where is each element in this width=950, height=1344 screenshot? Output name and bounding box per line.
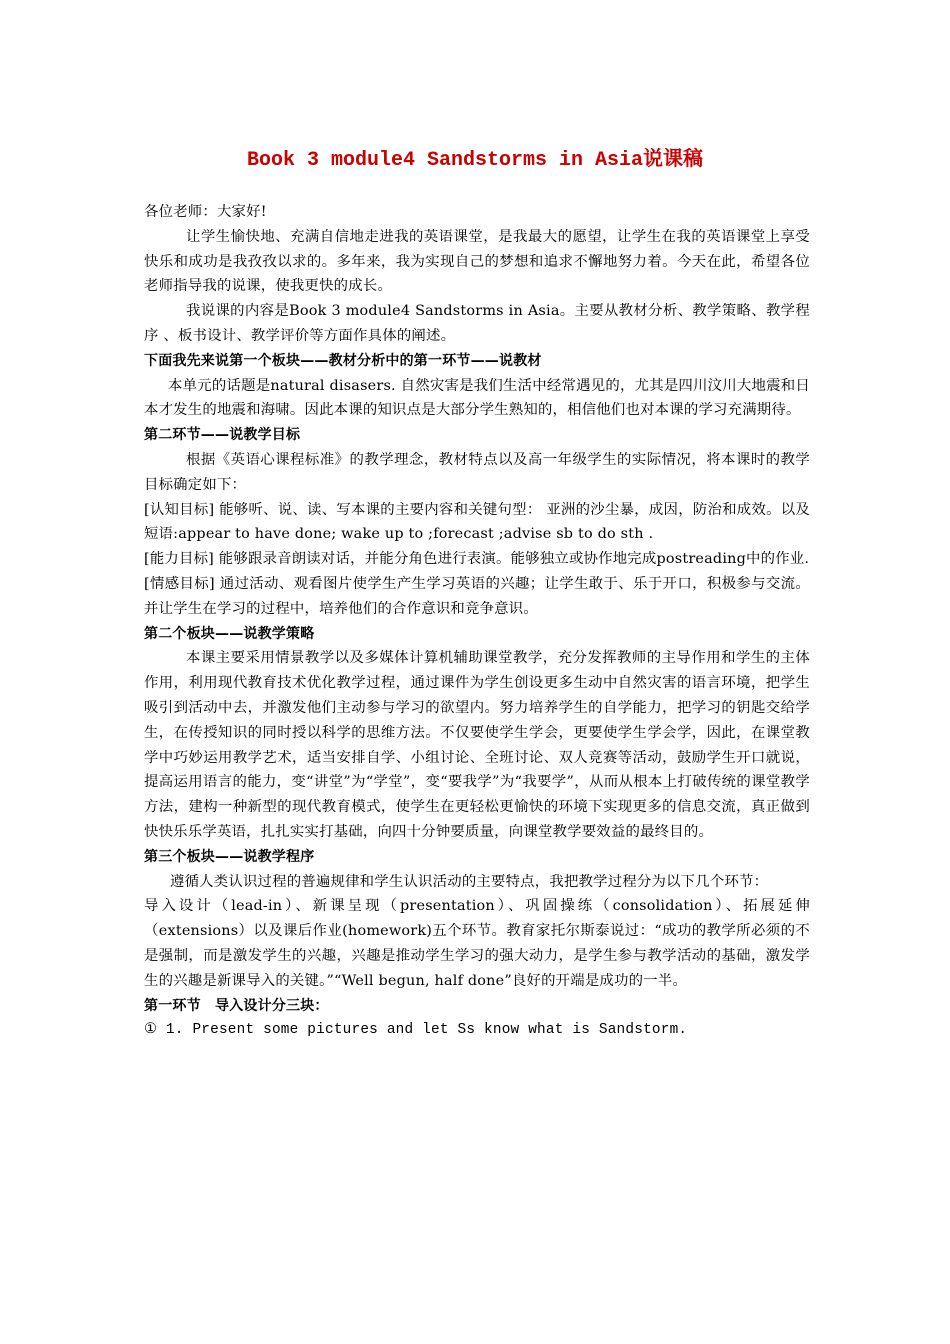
goal-emotion: [情感目标] 通过活动、观看图片使学生产生学习英语的兴趣；让学生敢于、乐于开口，积极参与交流。并让学生在学习的过程中，培养他们的合作意识和竞争意识。	[144, 575, 810, 617]
heading-section-3: 第二个板块——说教学策略	[144, 625, 315, 642]
paragraph-strategy: 本课主要采用情景教学以及多媒体计算机辅助课堂教学，充分发挥教师的主导作用和学生的主体作用，利用现代教育技术优化教学过程，通过课件为学生创设更多生动中自然灾害的语言环境，把学生吸引到活动中去，并激发他们主动参与学习的欲望内。努力培养学生的自学能力，把学习的钥匙交给学生，在传授知识的同时授以科学的思维方法。不仅要使学生学会，更要使学生学会学，因此，在课堂教学中巧妙运用教学艺术，适当安排自学、小组讨论、全班讨论、双人竞赛等活动，鼓励学生开口就说，提高运用语言的能力，变“讲堂”为“学堂”，变“要我学”为“我要学”，从而从根本上打破传统的课堂教学方法，建构一种新型的现代教育模式，使学生在更轻松更愉快的环境下实现更多的信息交流，真正做到快快乐乐学英语，扎扎实实打基础，向四十分钟要质量，向课堂教学要效益的最终目的。	[144, 650, 810, 840]
paragraph-content: 我说课的内容是Book 3 module4 Sandstorms in Asia。主要从教材分析、教学策略、教学程序 、板书设计、教学评价等方面作具体的阐述。	[144, 303, 810, 344]
document-title: Book 3 module4 Sandstorms in Asia说课稿	[246, 149, 704, 172]
list-item-1: ① 1. Present some pictures and let Ss know what is Sandstorm.	[144, 1022, 688, 1039]
greeting: 各位老师：大家好!	[144, 204, 267, 220]
paragraph-materials: 本单元的话题是natural disasers. 自然灾害是我们生活中经常遇见的，尤其是四川汶川大地震和日本才发生的地震和海啸。因此本课的知识点是大部分学生熟知的，相信他们也对本课的学习充满期待。	[144, 377, 810, 419]
heading-section-2: 第二环节——说教学目标	[144, 427, 301, 444]
paragraph-procedure: 遵循人类认识过程的普遍规律和学生认识活动的主要特点，我把教学过程分为以下几个环节：	[170, 873, 769, 890]
heading-section-5: 第一环节 导入设计分三块：	[144, 997, 329, 1014]
paragraph-steps: 导入设计（lead-in）、新课呈现（presentation）、巩固操练（consolidation）、拓展延伸（extensions）以及课后作业(homework)五个环节。教育家托尔斯泰说过：“成功的教学所必须的不是强制，而是激发学生的兴趣，兴趣是推动学生学习的强大动力，是学生参与教学活动的基础，激发学生的兴趣是新课导入的关键。”“Well begun, half done”良好的开端是成功的一半。	[144, 898, 810, 989]
paragraph-intro: 让学生愉快地、充满自信地走进我的英语课堂，是我最大的愿望，让学生在我的英语课堂上享受快乐和成功是我孜孜以求的。多年来，我为实现自己的梦想和追求不懈地努力着。今天在此，希望各位老师指导我的说课，使我更快的成长。	[144, 228, 810, 295]
heading-section-1: 下面我先来说第一个板块——教材分析中的第一环节——说教材	[144, 352, 542, 369]
heading-section-4: 第三个板块——说教学程序	[144, 848, 315, 865]
document-body	[144, 200, 810, 1043]
goal-cognitive: [认知目标] 能够听、说、读、写本课的主要内容和关键句型： 亚洲的沙尘暴，成因，防治和成效。以及短语:appear to have done; wake up to ;forecast ;advise sb to do sth .	[144, 501, 810, 543]
goal-ability: [能力目标] 能够跟录音朗读对话，并能分角色进行表演。能够独立或协作地完成postreading中的作业.	[144, 551, 810, 568]
paragraph-goals: 根据《英语心课程标准》的教学理念，教材特点以及高一年级学生的实际情况，将本课时的教学目标确定如下：	[144, 451, 810, 493]
